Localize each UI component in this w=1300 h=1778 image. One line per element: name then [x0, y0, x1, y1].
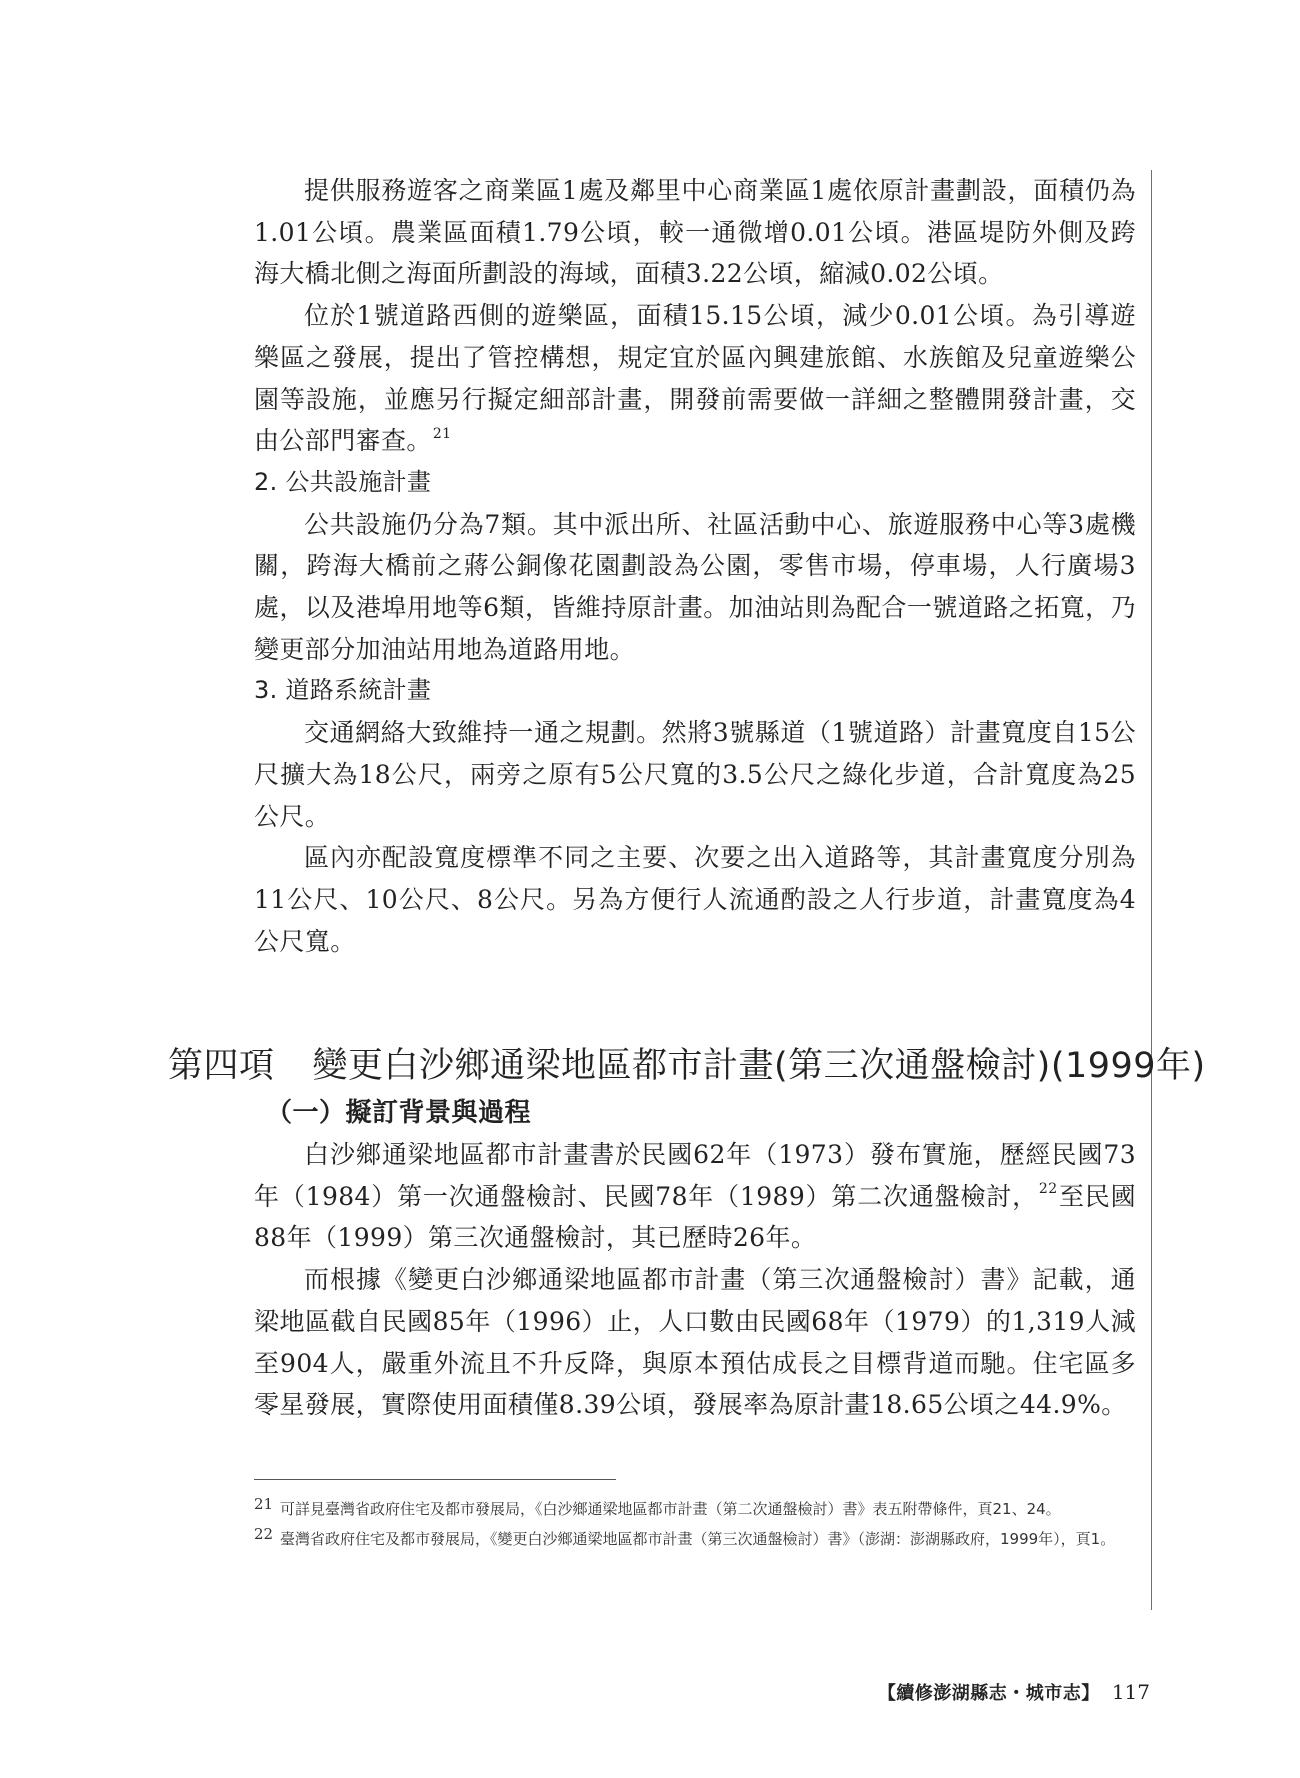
main-text-lower — [254, 1134, 1136, 1426]
section-heading — [168, 1040, 1206, 1092]
paragraph-road-widths: 區內亦配設寬度標準不同之主要、次要之出入道路等，其計畫寬度分別為11公尺、10公尺、8公尺。另為方便行人流通酌設之人行步道，計畫寬度為4公尺寬。 — [254, 843, 1136, 956]
paragraph-recreation-area — [254, 295, 1136, 462]
page-number: 117 — [1111, 1680, 1150, 1704]
plan-history-text-b: 至民國88年（1999）第三次通盤檢討，其已歷時26年。 — [254, 1181, 1136, 1253]
paragraph-plan-history — [254, 1134, 1136, 1259]
footnote-ref-22[interactable]: 22 — [1038, 1181, 1058, 1198]
footnote-21 — [254, 1496, 1134, 1523]
paragraph-road-network: 交通網絡大致維持一通之規劃。然將3號縣道（1號道路）計畫寬度自15公尺擴大為18公尺，兩旁之原有5公尺寬的3.5公尺之綠化步道，合計寬度為25公尺。 — [254, 718, 1136, 831]
footnote-divider — [254, 1479, 616, 1480]
section-label: 第四項 — [168, 1046, 275, 1086]
plan-history-text-a: 白沙鄉通梁地區都市計畫書於民國62年（1973）發布實施，歷經民國73年（1984）第一次通盤檢討、民國78年（1989）第二次通盤檢討， — [254, 1140, 1136, 1211]
running-footer — [870, 1677, 1150, 1709]
section-title-text: 變更白沙鄉通梁地區都市計畫(第三次通盤檢討)(1999年) — [312, 1046, 1206, 1086]
footnote-number: 22 — [254, 1525, 274, 1543]
paragraph-population: 而根據《變更白沙鄉通梁地區都市計畫（第三次通盤檢討）書》記載，通梁地區截自民國85年（1996）止，人口數由民國68年（1979）的1,319人減至904人，嚴重外流且不升反降，與原本預估成長之目標背道而馳。住宅區多零星發展，實際使用面積僅8.39公頃，發展率為原計畫18.65公頃之44.9%。 — [254, 1265, 1136, 1420]
book-title: 【續修澎湖縣志・城市志】 — [877, 1683, 1100, 1704]
footnote-22 — [254, 1526, 1134, 1553]
footnote-ref-21[interactable]: 21 — [432, 425, 452, 442]
footnote-text: 臺灣省政府住宅及都市發展局，《變更白沙鄉通梁地區都市計畫（第三次通盤檢討）書》（澎湖：澎湖縣政府，1999年），頁1。 — [280, 1530, 1116, 1548]
paragraph-commercial-area: 提供服務遊客之商業區1處及鄰里中心商業區1處依原計畫劃設，面積仍為1.01公頃。農業區面積1.79公頃，較一通微增0.01公頃。港區堤防外側及跨海大橋北側之海面所劃設的海域，面積3.22公頃，縮減0.02公頃。 — [254, 176, 1136, 289]
subheading-public-facilities: 2. 公共設施計畫 — [254, 467, 432, 496]
item-heading: （一）擬訂背景與過程 — [266, 1098, 532, 1128]
margin-rule — [1151, 170, 1152, 1610]
footnote-text: 可詳見臺灣省政府住宅及都市發展局，《白沙鄉通梁地區都市計畫（第二次通盤檢討）書》表五附帶條件，頁21、24。 — [280, 1500, 1061, 1518]
footnotes — [254, 1496, 1134, 1556]
main-text-upper — [254, 170, 1136, 962]
footnote-number: 21 — [254, 1495, 274, 1513]
paragraph-recreation-text: 位於1號道路西側的遊樂區，面積15.15公頃，減少0.01公頃。為引導遊樂區之發展，提出了管控構想，規定宜於區內興建旅館、水族館及兒童遊樂公園等設施，並應另行擬定細部計畫，開發前需要做一詳細之整體開發計畫，交由公部門審查。 — [254, 301, 1136, 456]
subheading-road-system: 3. 道路系統計畫 — [254, 676, 432, 705]
paragraph-public-facilities: 公共設施仍分為7類。其中派出所、社區活動中心、旅遊服務中心等3處機關，跨海大橋前之蔣公銅像花園劃設為公園，零售市場，停車場，人行廣場3處，以及港埠用地等6類，皆維持原計畫。加油站則為配合一號道路之拓寬，乃變更部分加油站用地為道路用地。 — [254, 509, 1136, 664]
